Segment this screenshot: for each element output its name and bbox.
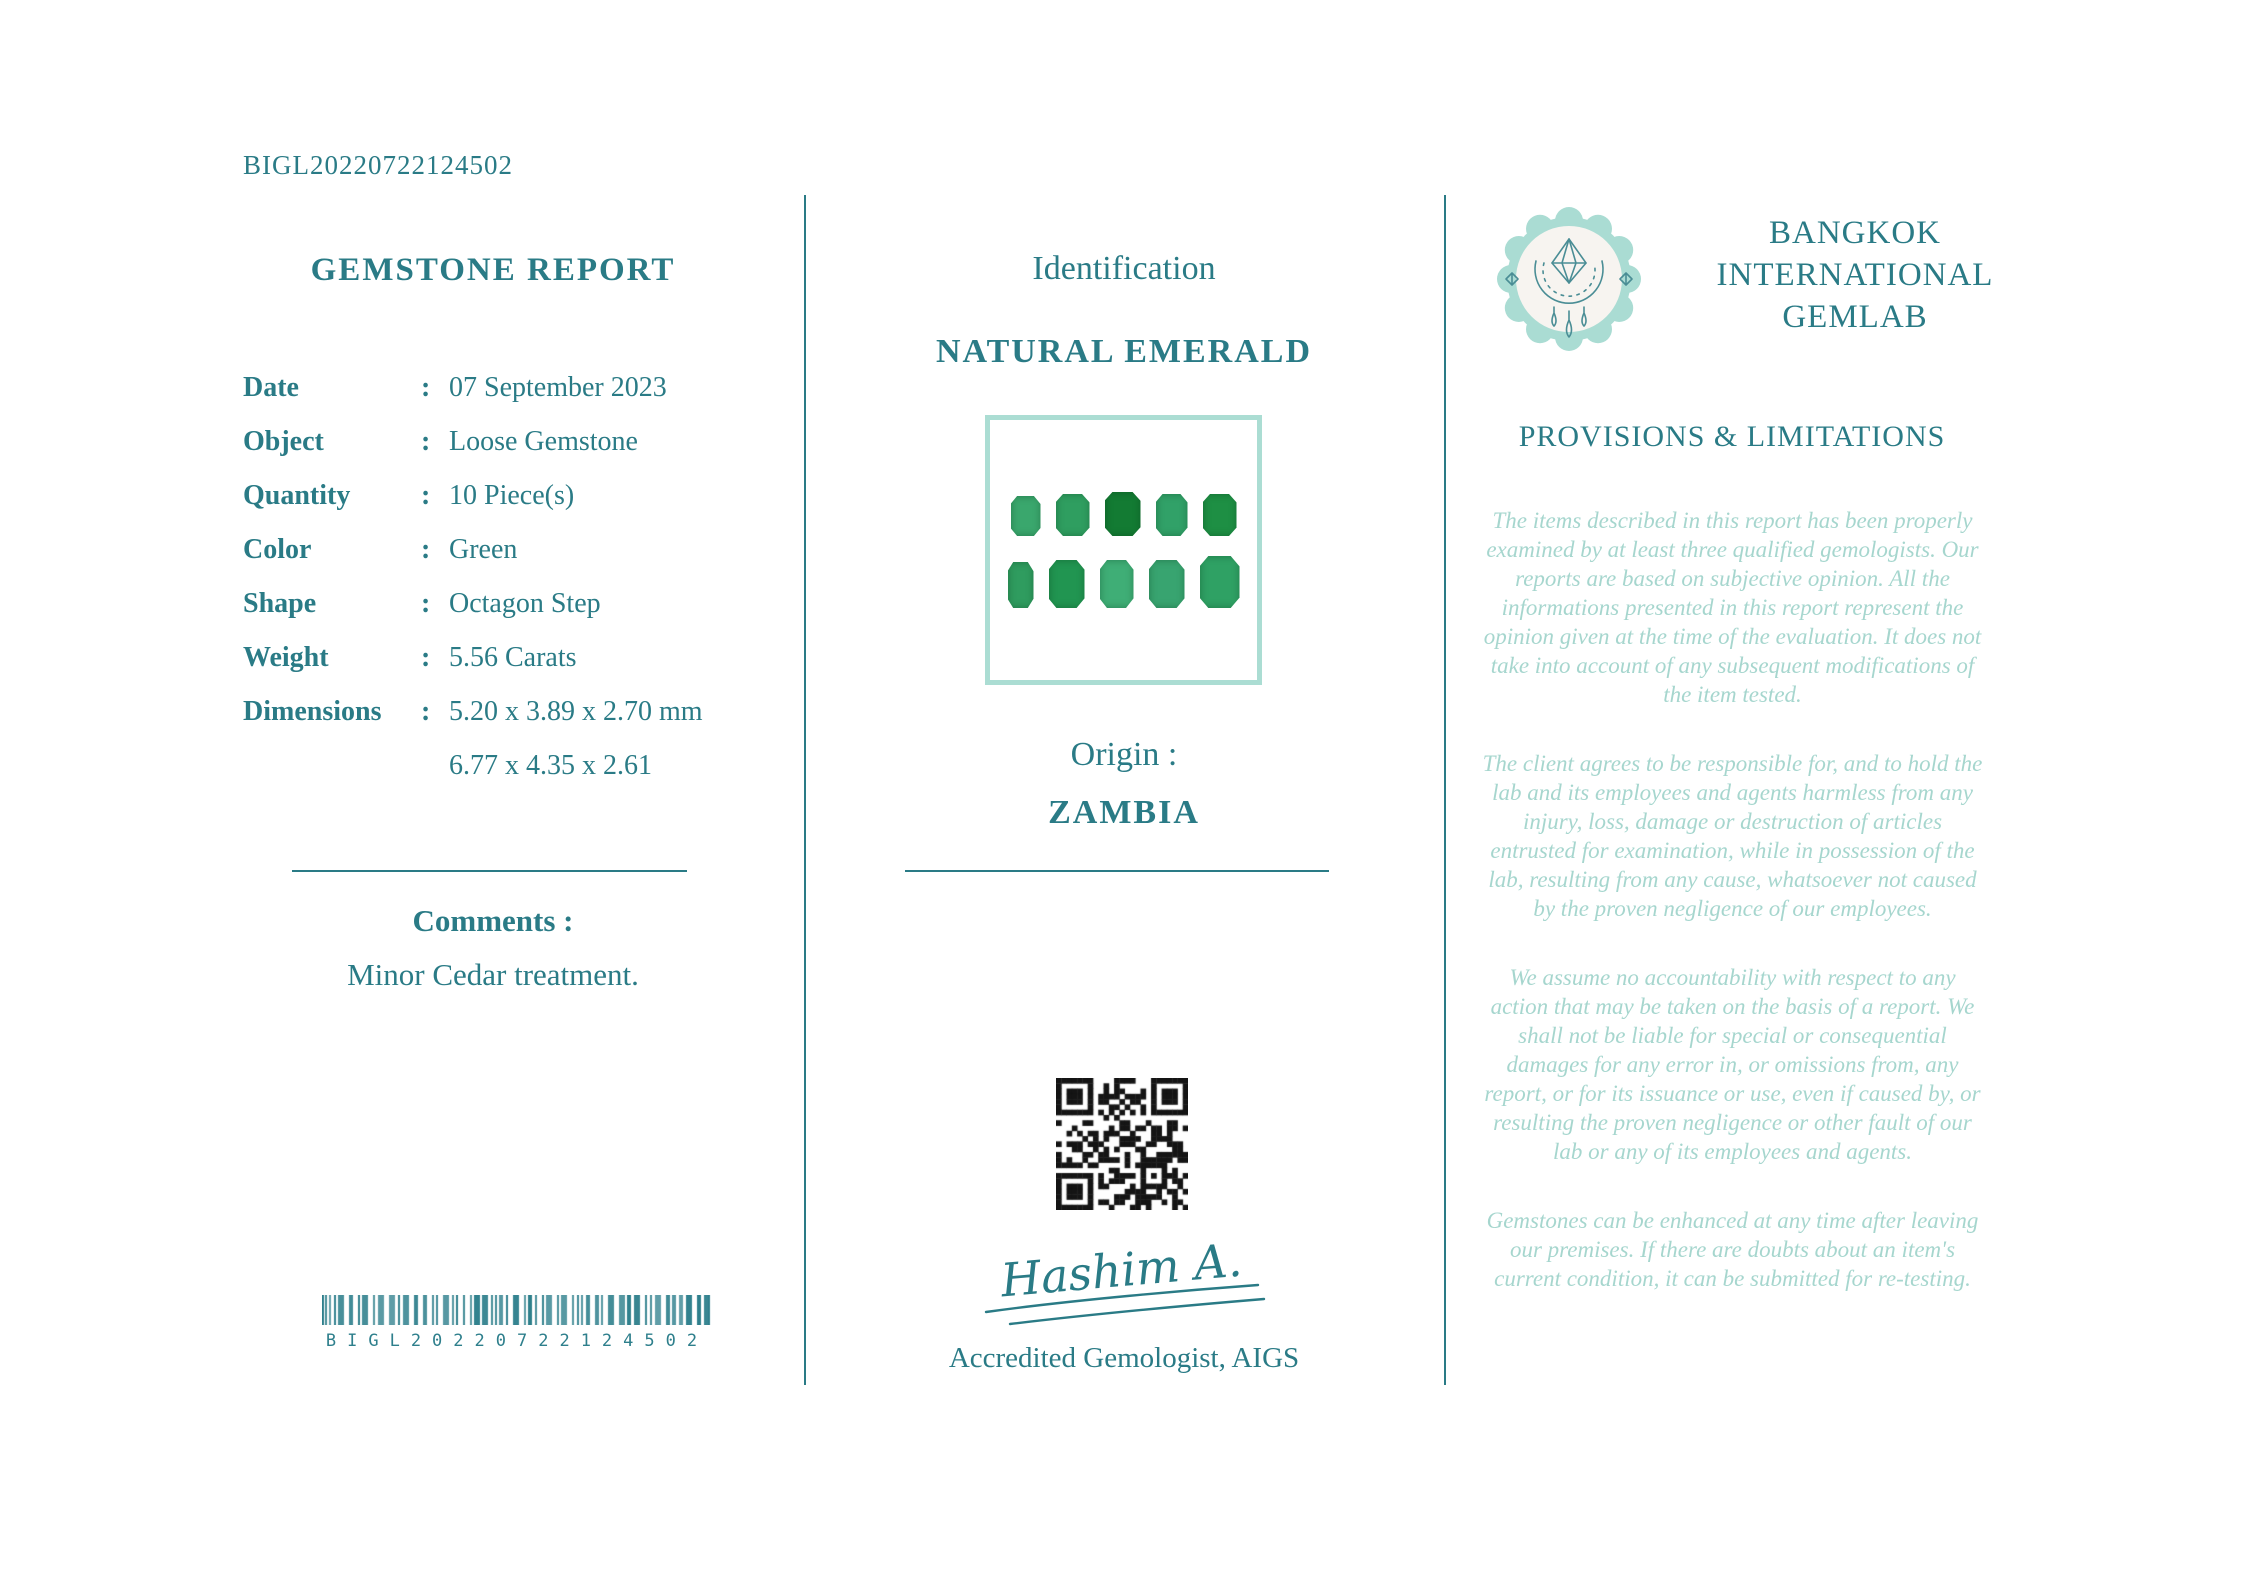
- gemstone-photo: [985, 415, 1262, 685]
- signatory-title: Accredited Gemologist, AIGS: [948, 1342, 1300, 1374]
- emerald-gem: [1149, 560, 1185, 608]
- provisions-title: PROVISIONS & LIMITATIONS: [1518, 420, 1946, 453]
- field-value: 5.56 Carats: [449, 642, 577, 673]
- report-field-row: [243, 523, 743, 577]
- field-colon: :: [421, 534, 431, 565]
- emerald-gem: [1203, 494, 1237, 536]
- lab-name: [1700, 212, 2010, 338]
- barcode-bars: [322, 1295, 712, 1325]
- gem-row: [1008, 556, 1240, 608]
- field-label: Weight: [243, 642, 329, 673]
- field-colon: :: [421, 588, 431, 619]
- report-field-row: [243, 415, 743, 469]
- report-field-row: [243, 739, 743, 793]
- field-value: 10 Piece(s): [449, 480, 575, 511]
- identification-result: NATURAL EMERALD: [935, 333, 1312, 370]
- comments-label: Comments :: [412, 903, 574, 938]
- provisions-paragraph: Gemstones can be enhanced at any time after leaving our premises. If there are doubts about an item's current condition, it can be submitted for re-testing.: [1486, 1208, 1979, 1291]
- identification-label: Identification: [1032, 250, 1216, 287]
- comments-text: Minor Cedar treatment.: [347, 957, 639, 992]
- provisions-paragraph: We assume no accountability with respect to any action that may be taken on the basis of a report. We shall not be liable for special or consequential damages for any error in, or omissions from, any report, or for its issuance or use, even if caused by, or resulting the proven negligence or other fault of our lab or any of its employees and agents.: [1484, 965, 1981, 1164]
- emerald-gem: [1156, 494, 1188, 536]
- emerald-gem: [1008, 562, 1034, 608]
- lab-name-line: INTERNATIONAL: [1716, 257, 1994, 293]
- provisions-paragraph: The client agrees to be responsible for, and to hold the lab and its employees and agents harmless from any injury, loss, damage or destruction of articles entrusted for examination, while in possession of the lab, resulting from any cause, whatsoever not caused by the proven negligence of our employees.: [1482, 751, 1983, 921]
- field-label: Object: [243, 426, 324, 457]
- report-field-row: [243, 361, 743, 415]
- origin-label: Origin :: [1070, 736, 1178, 773]
- field-label: Color: [243, 534, 312, 565]
- report-field-row: [243, 469, 743, 523]
- field-value: 07 September 2023: [449, 372, 667, 403]
- field-label: Shape: [243, 588, 317, 619]
- barcode-text: BIGL20220722124502: [325, 1331, 709, 1351]
- report-number: BIGL20220722124502: [243, 150, 513, 180]
- qr-code: [1056, 1078, 1188, 1210]
- lab-name-line: GEMLAB: [1782, 299, 1928, 335]
- provisions-paragraph: The items described in this report has been properly examined by at least three qualified gemologists. Our reports are based on subjective opinion. All the informations presented in this report represent the opinion given at the time of the evaluation. It does not take into account of any subsequent modifications of the item tested.: [1483, 508, 1982, 707]
- field-label: Dimensions: [243, 696, 382, 727]
- field-value: 6.77 x 4.35 x 2.61: [449, 750, 652, 781]
- barcode: [322, 1295, 712, 1351]
- emerald-gem: [1105, 492, 1141, 536]
- lab-name-line: BANGKOK: [1769, 215, 1941, 251]
- report-field-row: [243, 577, 743, 631]
- report-field-row: [243, 631, 743, 685]
- emerald-gem: [1100, 560, 1134, 608]
- report-fields: [243, 361, 743, 793]
- field-value: Octagon Step: [449, 588, 601, 619]
- middle-panel-rule: [905, 870, 1329, 872]
- field-colon: :: [421, 696, 431, 727]
- field-value: 5.20 x 3.89 x 2.70 mm: [449, 696, 703, 727]
- panel-divider-left: [804, 195, 806, 1385]
- field-colon: :: [421, 372, 431, 403]
- emerald-gem: [1049, 560, 1085, 608]
- field-colon: :: [421, 426, 431, 457]
- emerald-gem: [1200, 556, 1240, 608]
- left-panel-rule: [292, 870, 687, 872]
- field-colon: :: [421, 480, 431, 511]
- gemologist-signature: [952, 1228, 1292, 1340]
- field-label: Date: [243, 372, 299, 403]
- panel-divider-right: [1444, 195, 1446, 1385]
- origin-value: ZAMBIA: [1048, 794, 1200, 831]
- signature-text: Hashim A.: [998, 1232, 1244, 1308]
- field-label: Quantity: [243, 480, 351, 511]
- emerald-gem: [1056, 494, 1090, 536]
- gem-row: [1011, 492, 1237, 536]
- field-colon: :: [421, 642, 431, 673]
- emerald-gem: [1011, 496, 1041, 536]
- gemlab-logo-icon: [1496, 203, 1642, 359]
- field-value: Green: [449, 534, 518, 565]
- report-title: GEMSTONE REPORT: [310, 252, 676, 288]
- report-field-row: [243, 685, 743, 739]
- provisions-paragraphs: [1480, 506, 1985, 1293]
- field-value: Loose Gemstone: [449, 426, 638, 457]
